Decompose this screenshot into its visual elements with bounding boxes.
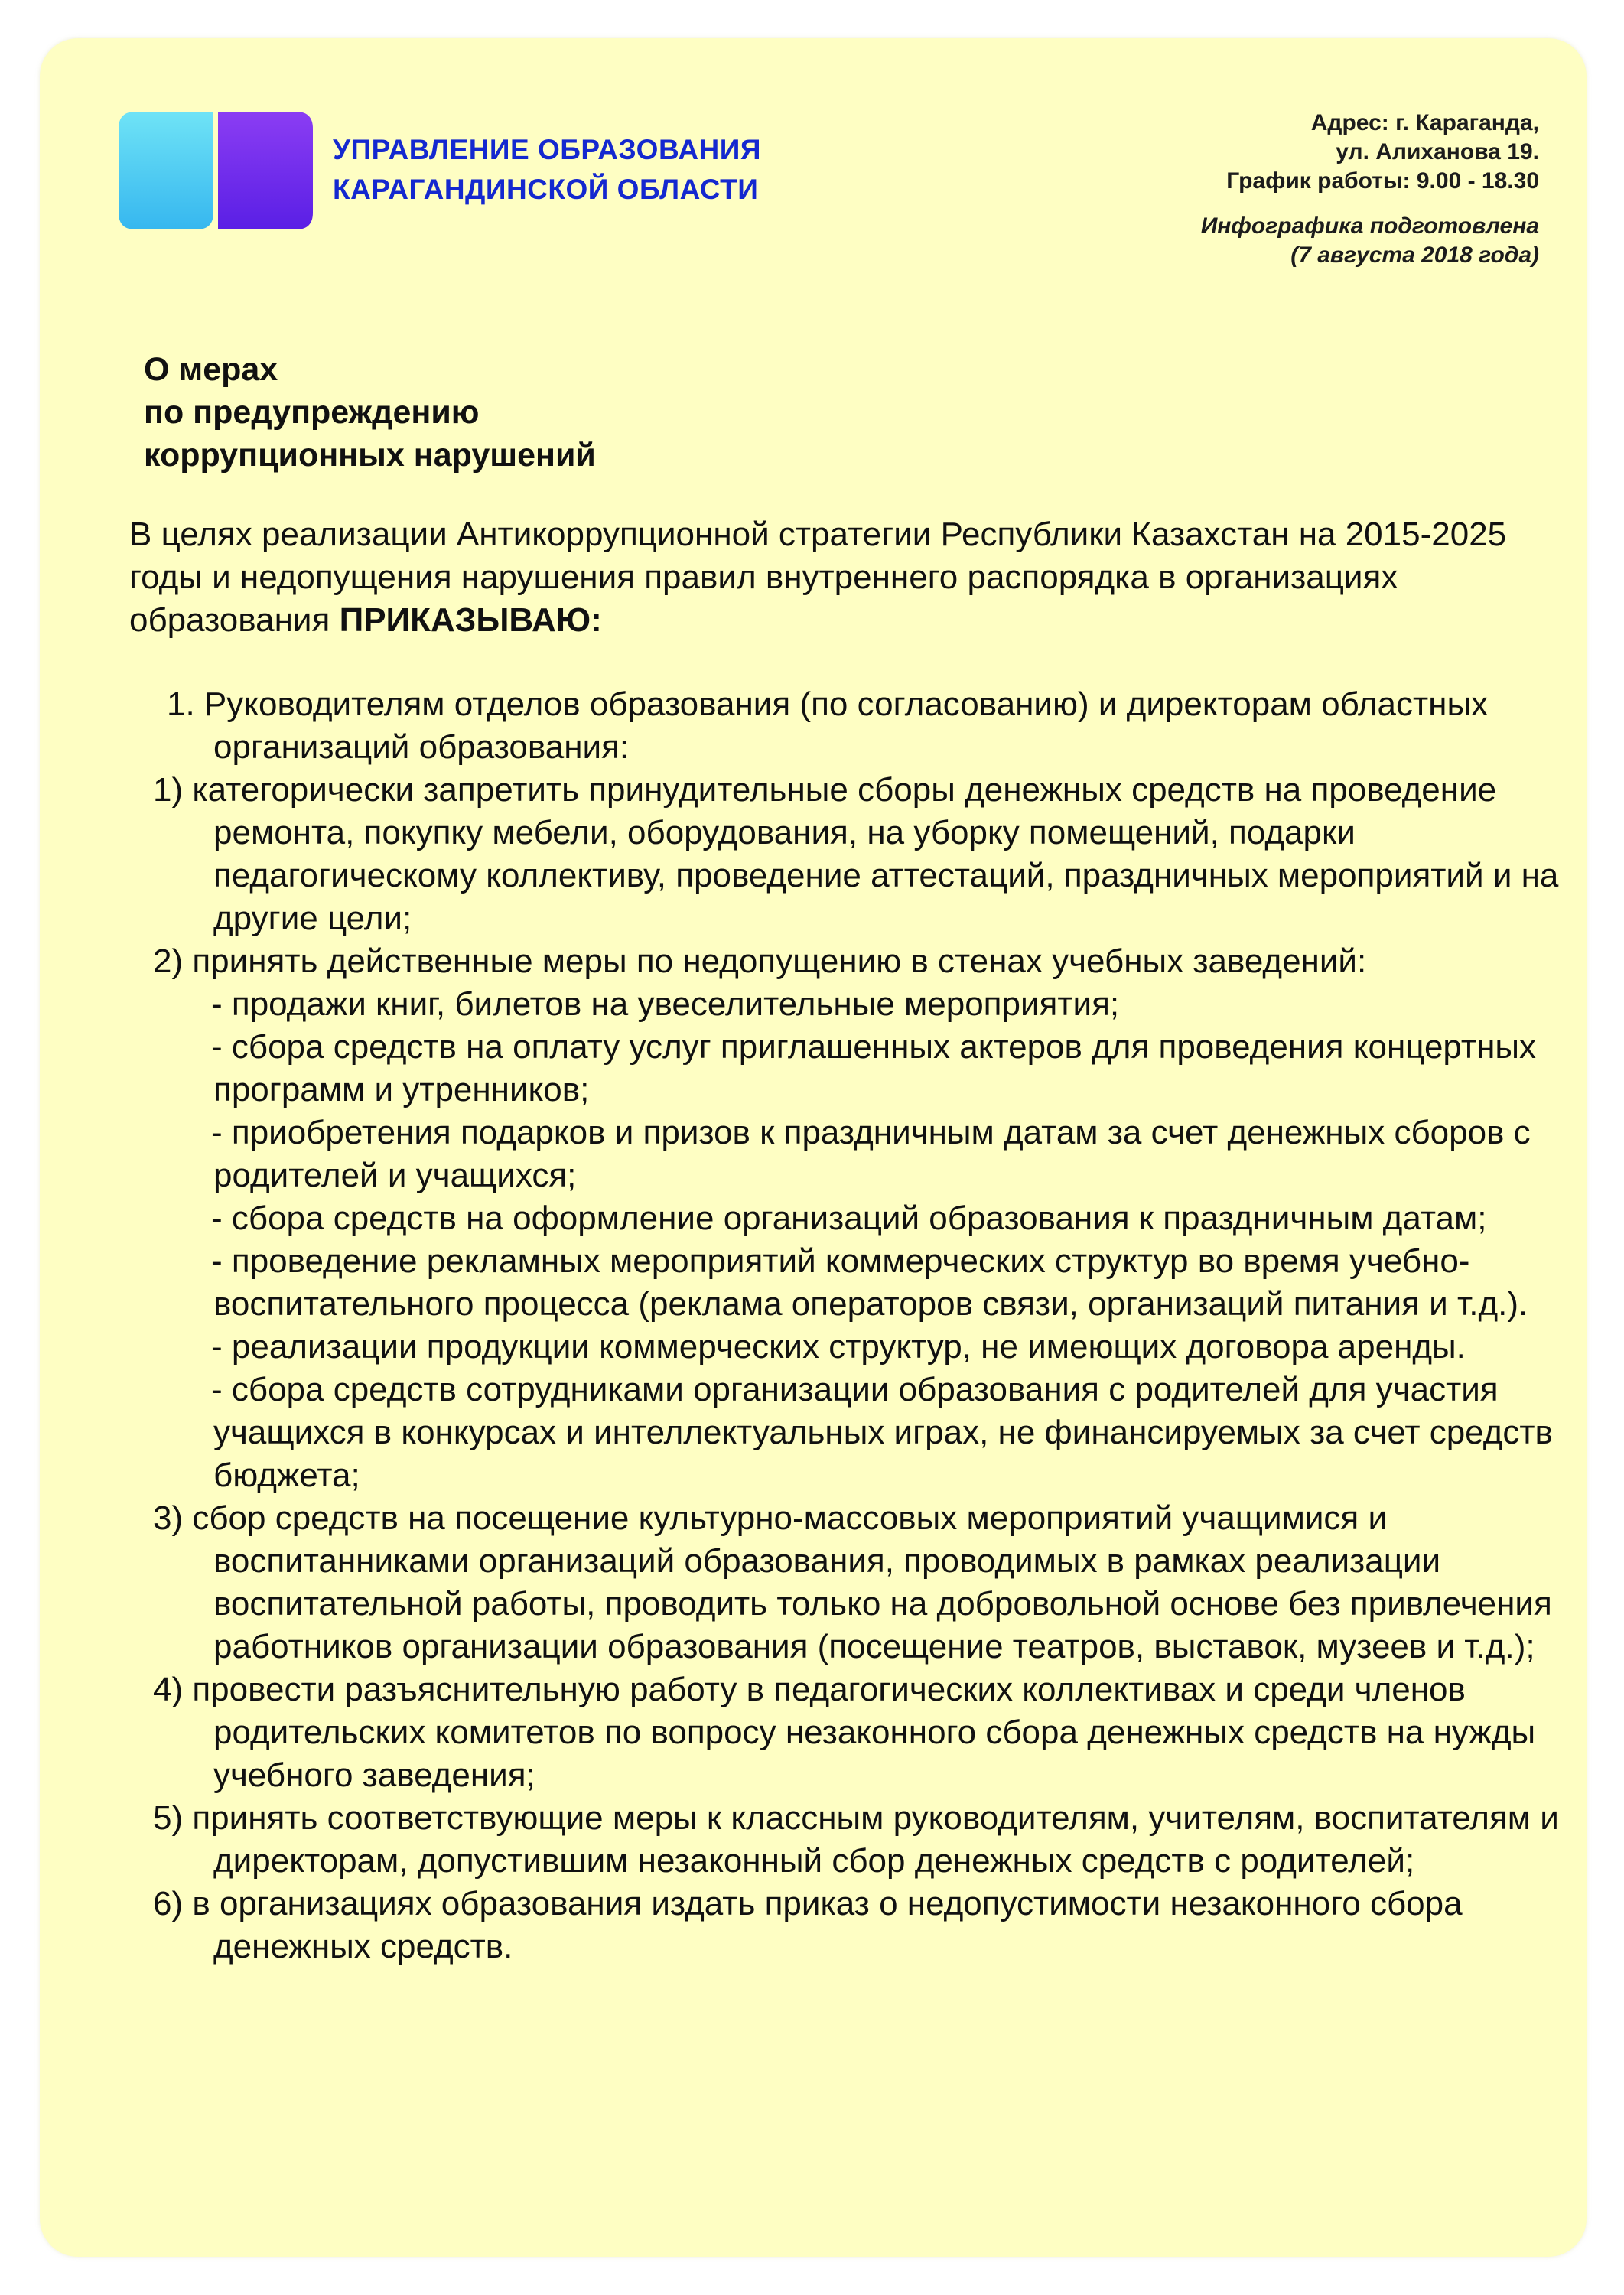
order-subpoint-4: 4) провести разъяснительную работу в педагогических коллективах и среди членов родительских комитетов по вопросу незаконного сбора денежных средств на нужды учебного заведения;: [153, 1671, 1536, 1794]
title-line-2: по предупреждению: [144, 394, 480, 431]
document-title: [144, 348, 596, 477]
address-line-2: ул. Алиханова 19.: [1336, 139, 1539, 164]
work-schedule: График работы: 9.00 - 18.30: [1226, 168, 1539, 194]
title-line-1: О мерах: [144, 351, 278, 388]
intro-emphasis: ПРИКАЗЫВАЮ:: [339, 601, 602, 639]
address-line-1: Адрес: г. Караганда,: [1310, 110, 1539, 135]
intro-paragraph: [129, 513, 1567, 642]
org-name-line-1: УПРАВЛЕНИЕ ОБРАЗОВАНИЯ: [333, 134, 761, 165]
order-list: [153, 683, 1568, 1968]
intro-text: В целях реализации Антикоррупционной стратегии Республики Казахстан на 2015-2025 годы и недопущения нарушения правил внутреннего распорядка в организациях образования: [129, 516, 1507, 639]
book-logo-icon: [119, 112, 313, 230]
order-subpoint-3: 3) сбор средств на посещение культурно-массовых мероприятий учащимися и воспитанниками организаций образования, проводимых в рамках реализации воспитательной работы, проводить только на добровольной основе без привлечения работников организации образования (посещение театров, выставок, музеев и т.д.);: [153, 1499, 1552, 1665]
subpoint-2-item: - сбора средств на оплату услуг приглашенных актеров для проведения концертных программ и утренников;: [211, 1028, 1537, 1108]
subpoint-2-item: - приобретения подарков и призов к праздничным датам за счет денежных сборов с родителей и учащихся;: [211, 1114, 1531, 1194]
org-name-line-2: КАРАГАНДИНСКОЙ ОБЛАСТИ: [333, 174, 759, 205]
title-line-3: коррупционных нарушений: [144, 437, 596, 474]
logo-right-page: [218, 112, 313, 230]
infographic-note: Инфографика подготовлена: [1200, 213, 1539, 239]
subpoint-2-item: - реализации продукции коммерческих структур, не имеющих договора аренды.: [211, 1328, 1466, 1366]
logo-left-page: [119, 112, 213, 230]
subpoint-2-item: - сбора средств сотрудниками организации образования с родителей для участия учащихся в конкурсах и интеллектуальных играх, не финансируемых за счет средств бюджета;: [211, 1371, 1553, 1494]
contact-info: [994, 109, 1539, 270]
subpoint-2-item: - продажи книг, билетов на увеселительные мероприятия;: [211, 985, 1120, 1023]
subpoint-2-item: - сбора средств на оформление организаций образования к праздничным датам;: [211, 1200, 1487, 1237]
order-subpoint-2: 2) принять действенные меры по недопущению в стенах учебных заведений:: [153, 942, 1367, 980]
subpoint-2-item: - проведение рекламных мероприятий коммерческих структур во время учебно-воспитательного процесса (реклама операторов связи, организаций питания и т.д.).: [211, 1242, 1528, 1323]
order-subpoint-5: 5) принять соответствующие меры к классным руководителям, учителям, воспитателям и директорам, допустившим незаконный сбор денежных средств с родителей;: [153, 1799, 1559, 1880]
infographic-date: (7 августа 2018 года): [1290, 243, 1539, 268]
order-subpoint-1: 1) категорически запретить принудительные сборы денежных средств на проведение ремонта, покупку мебели, оборудования, на уборку помещений, подарки педагогическому коллективу, проведение аттестаций, праздничных мероприятий и на другие цели;: [153, 771, 1559, 937]
order-subpoint-6: 6) в организациях образования издать приказ о недопустимости незаконного сбора денежных средств.: [153, 1885, 1463, 1965]
order-point-1: 1. Руководителям отделов образования (по согласованию) и директорам областных организаций образования:: [167, 685, 1489, 766]
organization-name: [333, 130, 868, 210]
